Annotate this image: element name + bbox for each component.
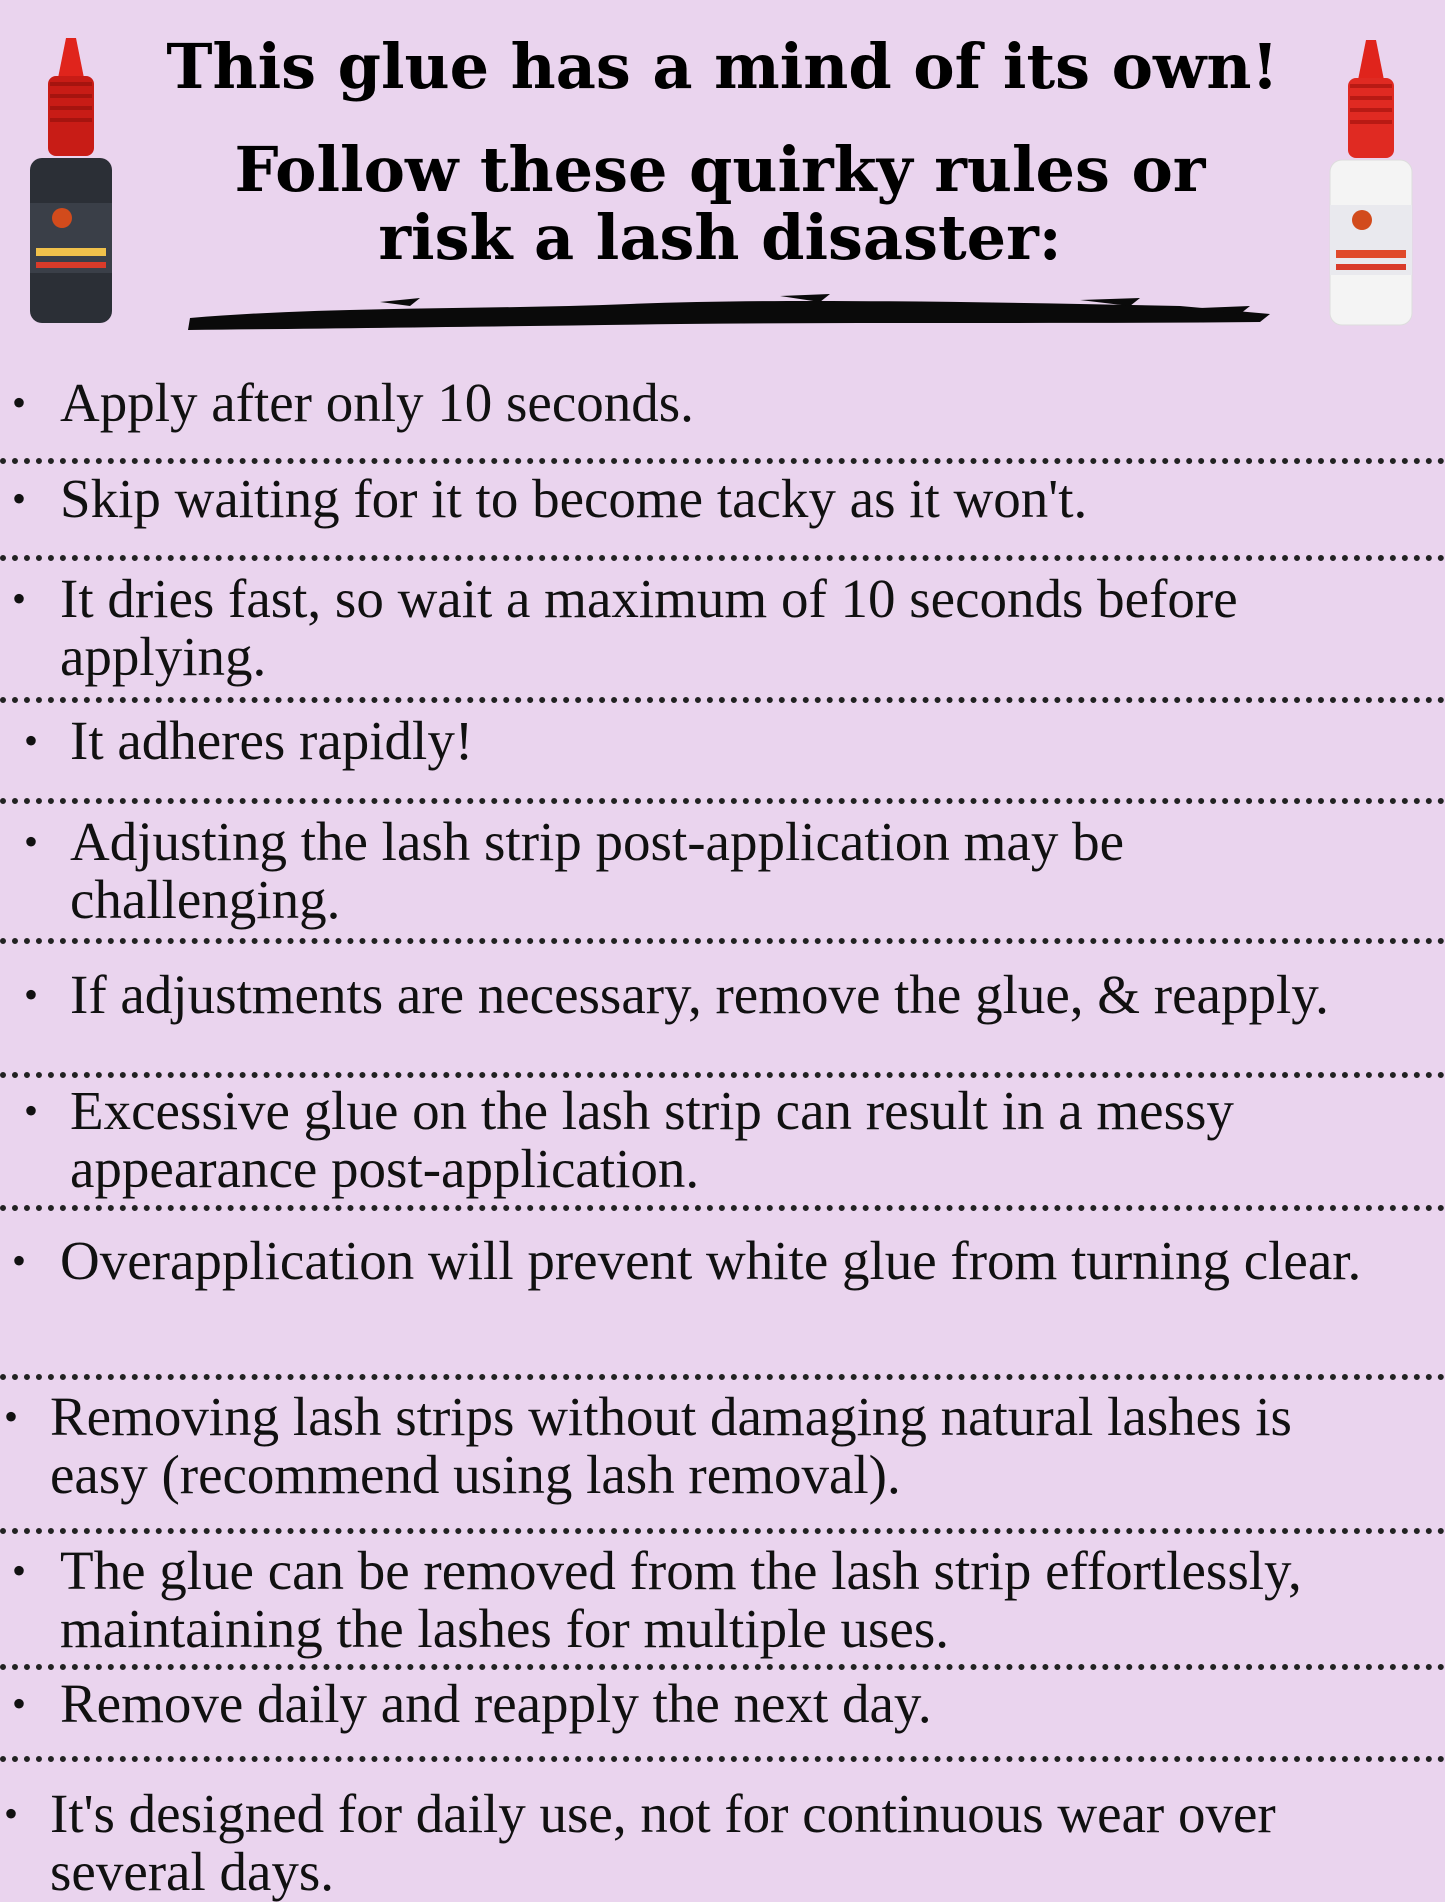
- rule-text: It adheres rapidly!: [70, 710, 474, 771]
- page-subtitle: Follow these quirky rules or risk a lash disaster:: [234, 133, 1206, 274]
- bullet-icon: •: [12, 1238, 27, 1283]
- rule-text: Removing lash strips without damaging natural lashes is easy (recommend using lash removal).: [50, 1386, 1292, 1505]
- rule-text: Excessive glue on the lash strip can result in a messy appearance post-application.: [70, 1080, 1234, 1199]
- dotted-divider: [0, 938, 1445, 944]
- bullet-icon: •: [12, 476, 27, 521]
- bullet-icon: •: [24, 819, 39, 864]
- dotted-divider: [0, 458, 1445, 464]
- bullet-icon: •: [12, 380, 27, 425]
- brush-stroke-divider: [180, 288, 1280, 338]
- bullet-icon: •: [4, 1394, 19, 1439]
- black-glue-bottle-image: [26, 38, 116, 328]
- rule-text: Skip waiting for it to become tacky as it won't.: [60, 468, 1088, 529]
- rule-text: Overapplication will prevent white glue from turning clear.: [60, 1230, 1362, 1291]
- rule-text: Adjusting the lash strip post-application may be challenging.: [70, 811, 1124, 930]
- clear-glue-bottle-image: [1326, 40, 1416, 330]
- dotted-divider: [0, 1528, 1445, 1534]
- dotted-divider: [0, 1756, 1445, 1762]
- bullet-icon: •: [24, 1088, 39, 1133]
- dotted-divider: [0, 1664, 1445, 1670]
- bullet-icon: •: [12, 576, 27, 621]
- rule-text: It's designed for daily use, not for continuous wear over several days.: [50, 1783, 1276, 1902]
- page-title: This glue has a mind of its own!: [166, 30, 1279, 103]
- bullet-icon: •: [12, 1681, 27, 1726]
- rule-text: Remove daily and reapply the next day.: [60, 1673, 932, 1734]
- bullet-icon: •: [4, 1791, 19, 1836]
- bullet-icon: •: [12, 1548, 27, 1593]
- bullet-icon: •: [24, 718, 39, 763]
- rule-text: If adjustments are necessary, remove the glue, & reapply.: [70, 964, 1329, 1025]
- rule-text: It dries fast, so wait a maximum of 10 seconds before applying.: [60, 568, 1238, 687]
- dotted-divider: [0, 555, 1445, 561]
- bullet-icon: •: [24, 972, 39, 1017]
- dotted-divider: [0, 798, 1445, 804]
- rule-text: Apply after only 10 seconds.: [60, 372, 694, 433]
- dotted-divider: [0, 1374, 1445, 1380]
- rule-text: The glue can be removed from the lash strip effortlessly, maintaining the lashes for multiple uses.: [60, 1540, 1302, 1659]
- dotted-divider: [0, 697, 1445, 703]
- dotted-divider: [0, 1205, 1445, 1211]
- dotted-divider: [0, 1072, 1445, 1078]
